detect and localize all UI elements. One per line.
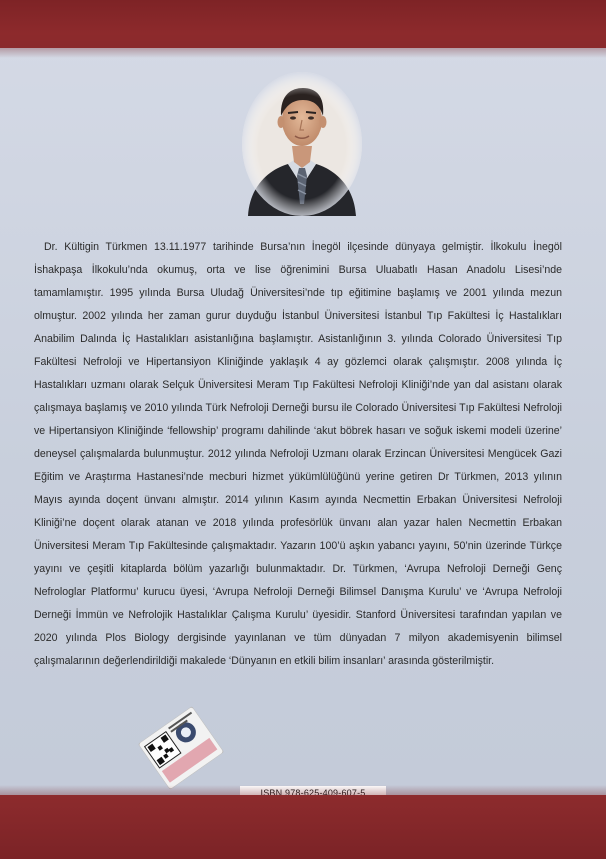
author-portrait <box>240 64 364 216</box>
bottom-color-band <box>0 795 606 859</box>
qr-sticker-icon <box>138 706 224 790</box>
author-biography: Dr. Kültigin Türkmen 13.11.1977 tarihinde Bursa’nın İnegöl ilçesinde dünyaya gelmiştir. İlkokulu İnegöl İshakpaşa İlkokulu’nda okumuş, orta ve lise öğrenimini Bursa Uluabatlı Hasan Anadolu Lisesi’nde tamamlamıştır. 1995 yılında Bursa Uludağ Üniversitesi’nde tıp eğitimine başlamış ve 2001 yılında mezun olmuştur. 2002 yılında her zaman gurur duyduğu İstanbul Üniversitesi İstanbul Tıp Fakültesi İç Hastalıkları Anabilim Dalında İç Hastalıkları asistanlığına başlamıştır. Asistanlığının 3. yılında Colorado Üniversitesi Tıp Fakültesi Nefroloji ve Hipertansiyon Kliniğinde yaklaşık 4 ay gözlemci olarak çalışmıştır. 2008 yılında İç Hastalıkları uzmanı olarak Selçuk Üniversitesi Meram Tıp Fakültesi Nefroloji Kliniği’nde yan dal asistanı olarak çalışmaya başlamış ve 2010 yılında Türk Nefroloji Derneği bursu ile Colorado Üniversitesi Tıp Fakültesi Nefroloji ve Hipertansiyon Kliniğinde ‘fellowship’ programı dahilinde ‘akut böbrek hasarı ve soğuk iskemi modeli üzerine’ deneysel çalışmalarda bulunmuştur. 2012 yılında Nefroloji Uzmanı olarak Erzincan Üniversitesi Mengücek Gazi Eğitim ve Araştırma Hastanesi’nde mecburi hizmet yükümlülüğünü yerine getiren Dr Türkmen, 2013 yılının Mayıs ayında doçent ünvanı almıştır. 2014 yılının Kasım ayında Necmettin Erbakan Üniversitesi Nefroloji Kliniği’ne doçent olarak atanan ve 2018 yılında profesörlük ünvanı alan yazar halen Necmettin Erbakan Üniversitesi Meram Tıp Fakültesinde çalışmaktadır. Yazarın 100’ü aşkın yabancı yayını, 50’nin üzerinde Türkçe yayını ve çeşitli kitaplarda bölüm yazarlığı bulunmaktadır. Dr. Türkmen, ‘Avrupa Nefroloji Derneği Genç Nefrologlar Platformu’ kurucu üyesi, ‘Avrupa Nefroloji Derneği Bilimsel Danışma Kurulu’ ve ‘Avrupa Nefroloji Derneği İmmün ve Nefrolojik Hastalıklar Çalışma Kurulu’ üyesidir. Stanford Üniversitesi tarafından yapılan ve 2020 yılında Plos Biology dergisinde yayınlanan ve tüm dünyadan 7 milyon akademisyenin bilimsel çalışmalarının değerlendirildiği makalede ‘Dünyanın en etkili bilim insanları’ arasında gösterilmiştir. <box>34 241 562 667</box>
top-color-band <box>0 0 606 48</box>
